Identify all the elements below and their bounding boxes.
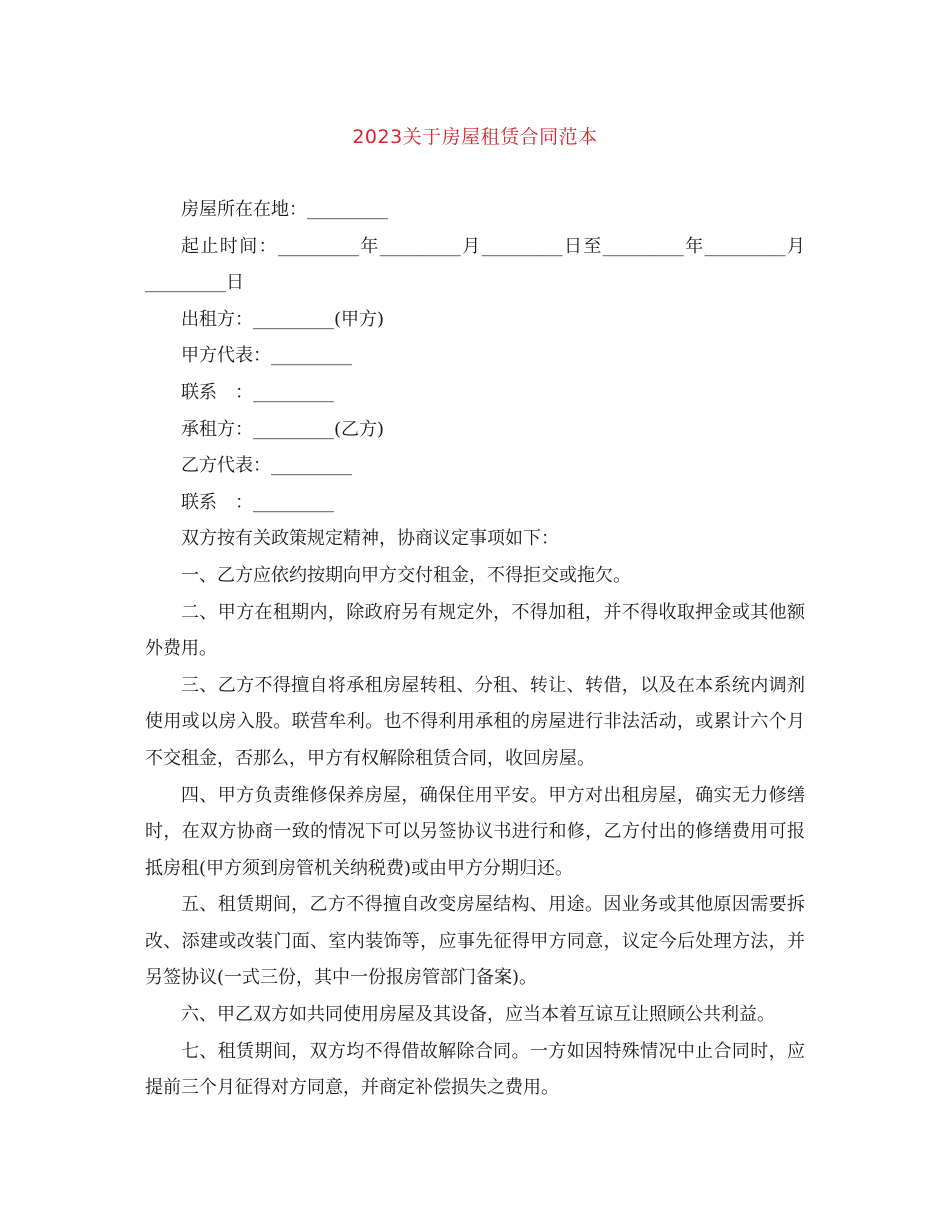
clause-paragraph: 一、乙方应依约按期向甲方交付租金，不得拒交或拖欠。 [181, 564, 631, 586]
clause-paragraph: 六、甲乙双方如共同使用房屋及其设备，应当本着互谅互让照顾公共利益。 [181, 1004, 775, 1026]
document-title: 2023关于房屋租赁合同范本 [352, 126, 598, 148]
clause-paragraph: 四、甲方负责维修保养房屋，确保住用平安。甲方对出租房屋，确实无力修缮时，在双方协商一致的情况下可以另签协议书进行和修，乙方付出的修缮费用可报抵房租(甲方须到房管机关纳税费)或由甲方分期归还。 [145, 784, 805, 879]
field-lessor: 出租方：_________(甲方) [181, 308, 385, 330]
field-lessor-contact: 联系 ：_________ [181, 381, 334, 403]
clause-paragraph: 二、甲方在租期内，除政府另有规定外，不得加租，并不得收取押金或其他额外费用。 [145, 601, 805, 660]
clause-paragraph: 三、乙方不得擅自将承租房屋转租、分租、转让、转借，以及在本系统内调剂使用或以房入股。联营牟利。也不得利用承租的房屋进行非法活动，或累计六个月不交租金，否那么，甲方有权解除租赁合同，收回房屋。 [145, 674, 805, 769]
field-period: 起止时间：_________年_________月_________日至_________年_________月_________日 [145, 235, 805, 294]
clause-paragraph: 七、租赁期间，双方均不得借故解除合同。一方如因特殊情况中止合同时，应提前三个月征得对方同意，并商定补偿损失之费用。 [145, 1040, 805, 1099]
field-location: 房屋所在在地：_________ [181, 199, 388, 220]
intro-paragraph: 双方按有关政策规定精神，协商议定事项如下： [181, 528, 559, 550]
field-lessee-representative: 乙方代表：_________ [181, 455, 352, 477]
clause-paragraph: 五、租赁期间，乙方不得擅自改变房屋结构、用途。因业务或其他原因需要拆改、添建或改装门面、室内装饰等，应事先征得甲方同意，议定今后处理方法，并另签协议(一式三份，其中一份报房管部门备案)。 [145, 894, 805, 989]
field-lessee: 承租方：_________(乙方) [181, 418, 385, 440]
document-body [145, 192, 805, 1107]
field-lessor-representative: 甲方代表：_________ [181, 345, 352, 367]
field-lessee-contact: 联系 ：_________ [181, 491, 334, 513]
